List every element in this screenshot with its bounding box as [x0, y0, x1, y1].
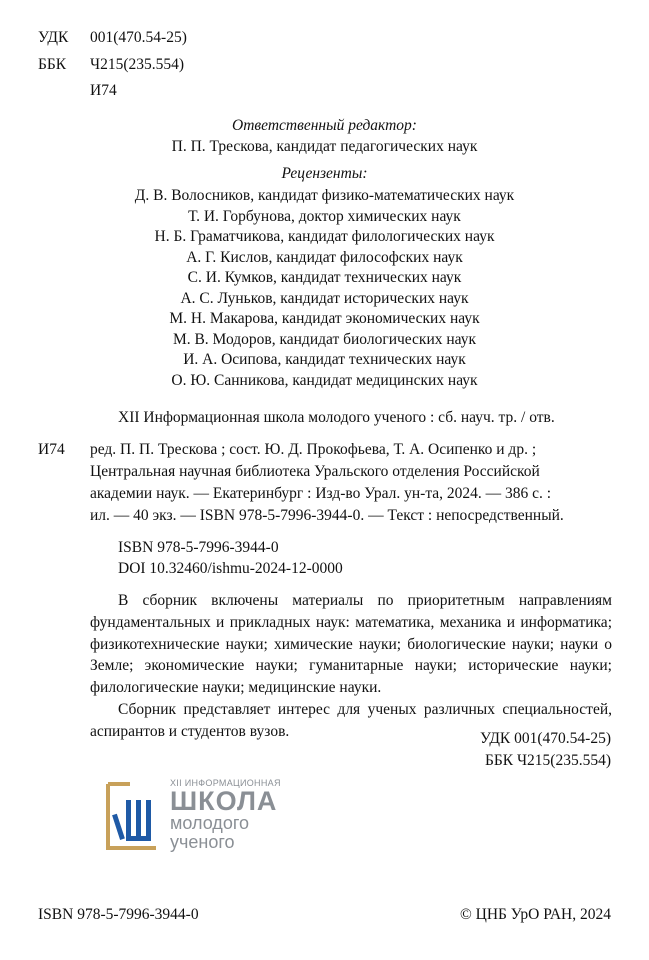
reviewers-heading: Рецензенты: [281, 165, 368, 182]
biblio-line: ил. — 40 экз. — ISBN 978-5-7996-3944-0. — Текст : непосредственный. [90, 507, 564, 524]
logo-word-young: молодого [170, 813, 250, 833]
reviewer-item: Н. Б. Граматчикова, кандидат филологических наук [154, 228, 495, 245]
biblio-line: Центральная научная библиотека Уральского отделения Российской [90, 463, 540, 480]
doi-line: DOI 10.32460/ishmu-2024-12-0000 [118, 560, 343, 577]
logo-word-scientist: ученого [170, 832, 235, 852]
biblio-sign: И74 [38, 441, 65, 458]
udk-value: 001(470.54-25) [90, 29, 187, 46]
bottom-isbn: ISBN 978-5-7996-3944-0 [38, 906, 199, 923]
author-sign: И74 [90, 82, 117, 99]
reviewer-item: А. С. Луньков, кандидат исторических наук [180, 289, 469, 307]
reviewer-item: Т. И. Горбунова, доктор химических наук [188, 207, 461, 225]
biblio-line: XII Информационная школа молодого ученого : сб. науч. тр. / отв. [118, 409, 555, 426]
reviewer-item: А. Г. Кислов, кандидат философских наук [186, 248, 463, 266]
reviewer-item: Д. В. Волосников, кандидат физико-математических наук [134, 187, 515, 204]
reviewer-item: М. Н. Макарова, кандидат экономических наук [169, 310, 480, 327]
footer-bbk: ББК Ч215(235.554) [484, 752, 611, 769]
editor-name: П. П. Трескова, кандидат педагогических наук [171, 138, 478, 155]
isbn-line: ISBN 978-5-7996-3944-0 [118, 539, 279, 556]
annotation-paragraph-1: В сборник включены материалы по приоритетным направлениям фундаментальных и прикладных наук: математика, механика и информатика; физикотехнические науки; химические науки; биологические науки; науки о Земле; экономические науки; гуманитарные науки; исторические науки; филологические науки; медицинские науки. [90, 592, 612, 697]
annotation-paragraph-2: Сборник представляет интерес для ученых различных специальностей, аспирантов и студентов вузов. [90, 700, 612, 740]
annotation [90, 590, 612, 743]
copyright: © ЦНБ УрО РАН, 2024 [459, 906, 611, 923]
biblio-line: ред. П. П. Трескова ; сост. Ю. Д. Прокофьева, Т. А. Осипенко и др. ; [90, 441, 537, 458]
footer-udk: УДК 001(470.54-25) [479, 730, 611, 747]
biblio-line: академии наук. — Екатеринбург : Изд-во Урал. ун-та, 2024. — 386 с. : [90, 485, 552, 502]
bbk-label: ББК [38, 56, 67, 73]
logo-emblem [100, 780, 160, 852]
logo-word-school: ШКОЛА [170, 786, 278, 816]
logo-caption: XII ИНФОРМАЦИОННАЯ [170, 778, 281, 788]
udk-label: УДК [38, 29, 69, 46]
editor-heading: Ответственный редактор: [232, 117, 417, 134]
reviewer-item: М. В. Модоров, кандидат биологических наук [172, 330, 477, 348]
reviewer-item: И. А. Осипова, кандидат технических наук [183, 351, 466, 368]
reviewer-item: О. Ю. Санникова, кандидат медицинских наук [171, 371, 478, 389]
bbk-value: Ч215(235.554) [90, 56, 185, 73]
reviewer-item: С. И. Кумков, кандидат технических наук [187, 269, 462, 286]
